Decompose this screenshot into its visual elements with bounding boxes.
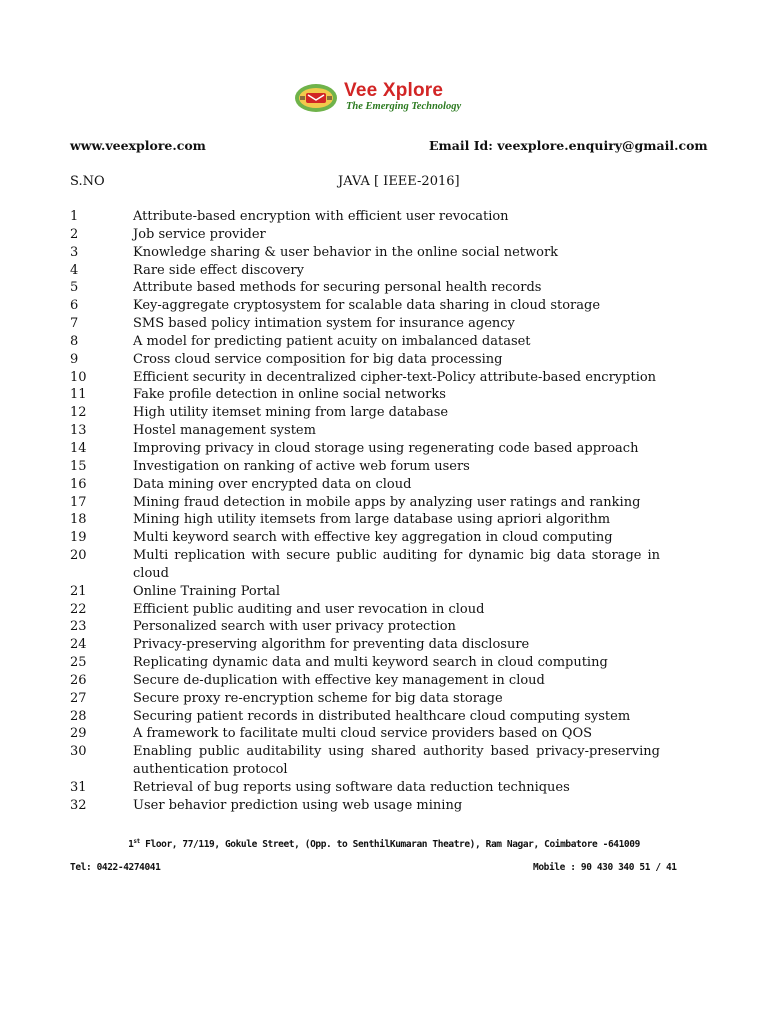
- list-item: [70, 511, 660, 529]
- website-link[interactable]: www.veexplore.com: [70, 138, 206, 153]
- item-number: 29: [70, 726, 87, 742]
- item-title: Key-aggregate cryptosystem for scalable data sharing in cloud storage: [133, 298, 601, 314]
- list-item: [70, 440, 660, 458]
- item-number: 30: [70, 744, 87, 760]
- list-item: [70, 226, 660, 244]
- list-item: [70, 279, 660, 297]
- item-title: Fake profile detection in online social networks: [133, 387, 446, 403]
- item-title: Online Training Portal: [133, 583, 281, 599]
- list-item: [70, 725, 660, 743]
- item-number: 4: [70, 262, 79, 278]
- list-item: [70, 618, 660, 636]
- item-title: Rare side effect discovery: [133, 262, 304, 278]
- item-title: Efficient public auditing and user revocation in cloud: [133, 601, 485, 617]
- list-item: [70, 369, 660, 387]
- item-title: Enabling public auditability using shared authority based privacy-preserving authentication protocol: [133, 744, 660, 778]
- mobile-number: Mobile : 90 430 340 51 / 41: [533, 862, 677, 873]
- item-title: Efficient security in decentralized cipher-text-Policy attribute-based encryption: [133, 369, 657, 385]
- item-number: 19: [70, 530, 87, 546]
- email-address[interactable]: Email Id: veexplore.enquiry@gmail.com: [429, 138, 708, 153]
- logo-emblem-icon: [294, 83, 338, 113]
- list-item: [70, 672, 660, 690]
- item-number: 25: [70, 655, 87, 671]
- item-title: High utility itemset mining from large database: [133, 405, 449, 421]
- logo-name: Vee Xplore: [344, 80, 444, 101]
- item-number: 7: [70, 316, 79, 332]
- item-title: Multi replication with secure public auditing for dynamic big data storage in cloud: [133, 548, 660, 581]
- item-number: 24: [70, 637, 87, 653]
- item-number: 32: [70, 797, 87, 813]
- list-item: [70, 547, 660, 583]
- item-number: 12: [70, 405, 87, 421]
- item-number: 21: [70, 583, 87, 599]
- item-number: 13: [70, 423, 87, 439]
- item-number: 1: [70, 209, 79, 224]
- list-item: [70, 654, 660, 672]
- item-number: 3: [70, 244, 79, 260]
- list-item: [70, 708, 660, 726]
- item-title: SMS based policy intimation system for insurance agency: [133, 316, 515, 332]
- list-item: [70, 208, 660, 226]
- item-number: 18: [70, 512, 87, 528]
- item-number: 14: [70, 440, 87, 456]
- list-item: [70, 422, 660, 440]
- item-number: 6: [70, 298, 79, 314]
- list-item: [70, 690, 660, 708]
- list-item: [70, 386, 660, 404]
- list-item: [70, 636, 660, 654]
- item-title: Attribute-based encryption with efficient user revocation: [133, 209, 509, 224]
- list-item: [70, 262, 660, 280]
- telephone: Tel: 0422-4274041: [70, 862, 161, 873]
- sno-column-header: S.NO: [70, 174, 105, 189]
- item-title: Improving privacy in cloud storage using regenerating code based approach: [133, 440, 639, 456]
- item-title: Replicating dynamic data and multi keyword search in cloud computing: [133, 655, 608, 671]
- list-item: [70, 458, 660, 476]
- list-title: JAVA [ IEEE-2016]: [338, 174, 460, 189]
- address-floor-suffix: st: [133, 838, 140, 845]
- item-number: 20: [70, 548, 87, 564]
- item-title: Personalized search with user privacy protection: [133, 619, 456, 635]
- item-number: 11: [70, 387, 87, 403]
- item-title: Retrieval of bug reports using software data reduction techniques: [133, 780, 570, 795]
- item-title: Hostel management system: [133, 423, 316, 439]
- item-title: Secure proxy re-encryption scheme for big data storage: [133, 690, 503, 706]
- item-title: Privacy-preserving algorithm for preventing data disclosure: [133, 637, 530, 653]
- item-title: Knowledge sharing & user behavior in the online social network: [133, 244, 559, 260]
- item-number: 9: [70, 351, 79, 367]
- item-number: 23: [70, 619, 87, 635]
- item-number: 17: [70, 494, 87, 510]
- item-number: 15: [70, 458, 87, 474]
- item-number: 31: [70, 780, 87, 795]
- item-number: 22: [70, 601, 87, 617]
- list-item: [70, 297, 660, 315]
- list-item: [70, 601, 660, 619]
- item-number: 26: [70, 672, 87, 688]
- item-title: Job service provider: [133, 226, 266, 242]
- list-item: [70, 797, 660, 815]
- item-title: Attribute based methods for securing personal health records: [133, 280, 542, 296]
- list-item: [70, 351, 660, 369]
- logo-tagline: The Emerging Technology: [346, 101, 462, 112]
- item-title: User behavior prediction using web usage mining: [133, 797, 463, 813]
- item-title: Securing patient records in distributed healthcare cloud computing system: [133, 708, 631, 724]
- item-title: A framework to facilitate multi cloud service providers based on QOS: [133, 726, 593, 742]
- item-title: Cross cloud service composition for big data processing: [133, 351, 503, 367]
- list-item: [70, 315, 660, 333]
- list-item: [70, 529, 660, 547]
- address-line: [0, 838, 768, 850]
- project-list: [70, 208, 660, 815]
- list-item: [70, 494, 660, 512]
- list-item: [70, 743, 660, 779]
- item-number: 5: [70, 280, 79, 296]
- item-number: 8: [70, 333, 79, 349]
- item-number: 27: [70, 690, 87, 706]
- item-title: Secure de-duplication with effective key management in cloud: [133, 672, 545, 688]
- item-number: 2: [70, 226, 79, 242]
- item-number: 28: [70, 708, 87, 724]
- item-title: Data mining over encrypted data on cloud: [133, 476, 412, 492]
- list-item: [70, 583, 660, 601]
- item-number: 10: [70, 369, 87, 385]
- address-floor: 1: [128, 839, 134, 851]
- list-item: [70, 244, 660, 262]
- list-item: [70, 779, 660, 797]
- list-item: [70, 404, 660, 422]
- address-rest: Floor, 77/119, Gokule Street, (Opp. to SenthilKumaran Theatre), Ram Nagar, Coimbatore -641009: [139, 839, 640, 851]
- item-title: Multi keyword search with effective key aggregation in cloud computing: [133, 530, 613, 546]
- item-title: Mining high utility itemsets from large database using apriori algorithm: [133, 512, 611, 528]
- list-item: [70, 476, 660, 494]
- item-title: Mining fraud detection in mobile apps by analyzing user ratings and ranking: [133, 494, 641, 510]
- item-title: A model for predicting patient acuity on imbalanced dataset: [133, 333, 531, 349]
- item-title: Investigation on ranking of active web forum users: [133, 458, 470, 474]
- item-number: 16: [70, 476, 87, 492]
- vee-xplore-logo: [294, 80, 484, 120]
- list-item: [70, 333, 660, 351]
